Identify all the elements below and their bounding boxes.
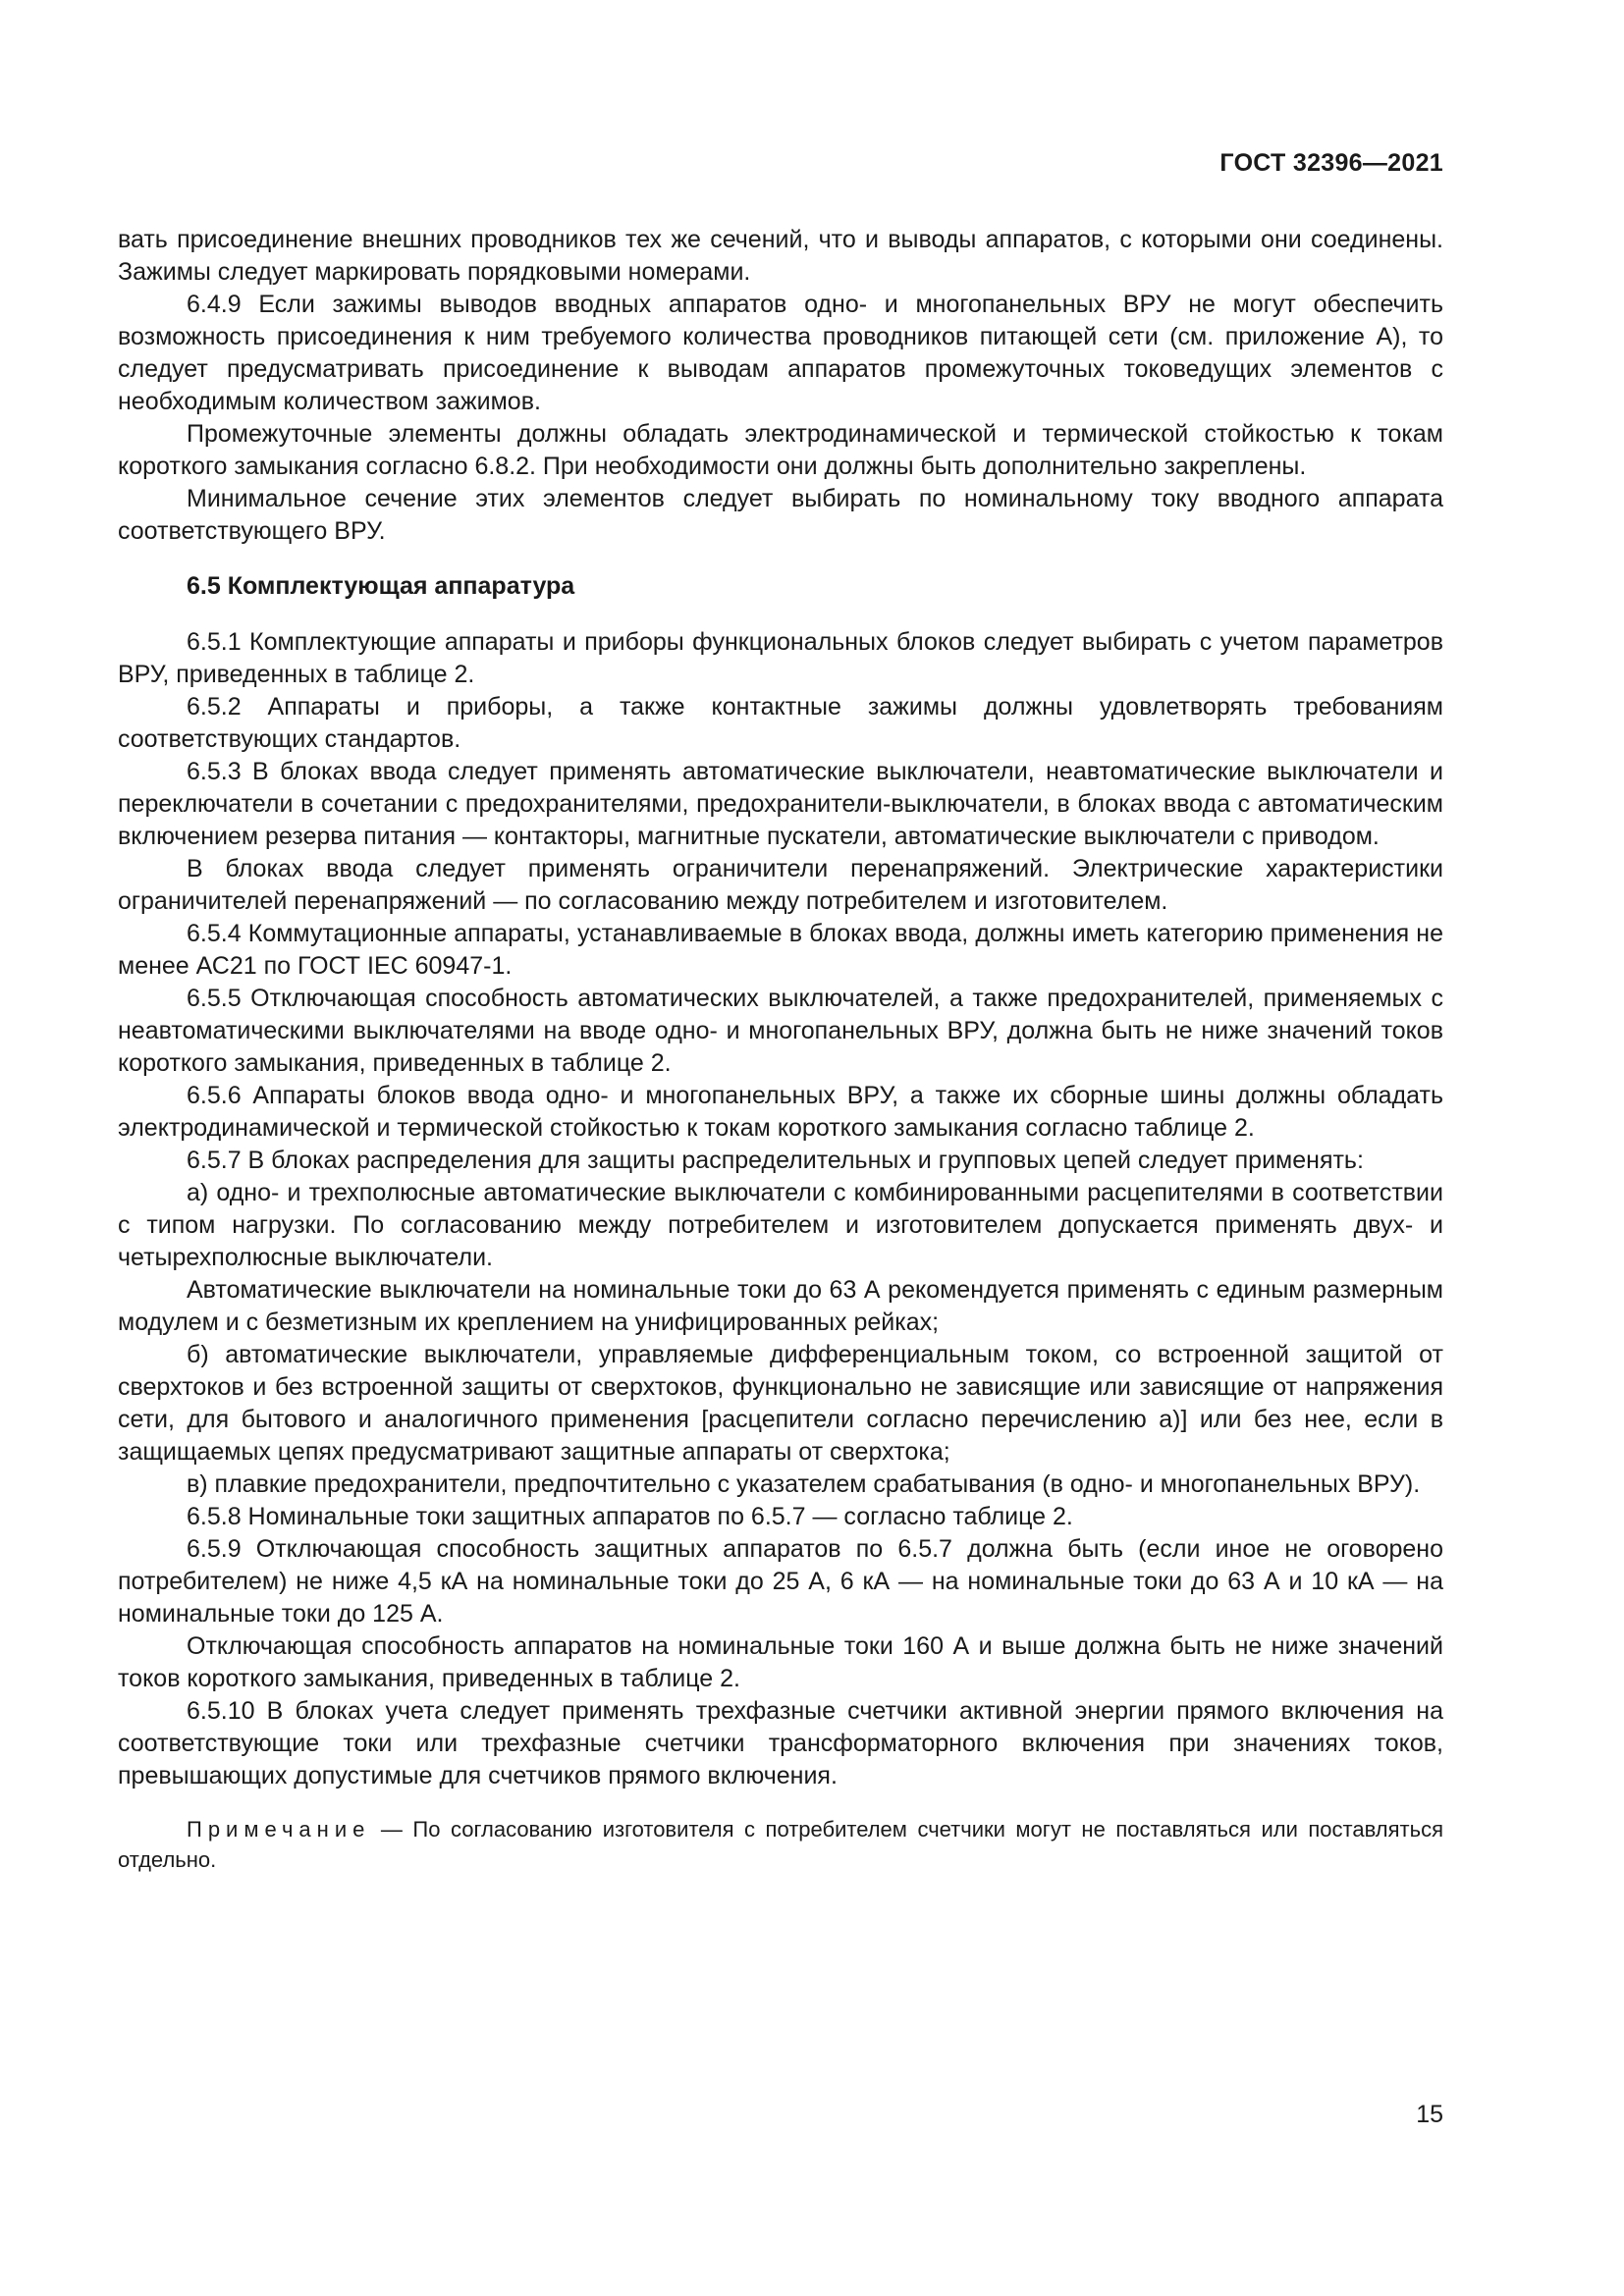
note-label: Примечание [187, 1817, 371, 1842]
paragraph-6-5-3: 6.5.3 В блоках ввода следует применять автоматические выключатели, неавтоматические выключатели и переключатели в сочетании с предохранителями, предохранители-выключатели, в блоках ввода с автоматическим включением резерва питания — контакторы, магнитные пускатели, автоматические выключатели с приводом. [118, 758, 1443, 850]
document-code: ГОСТ 32396—2021 [1219, 149, 1443, 177]
document-page [118, 0, 1443, 2296]
paragraph-6-5-2: 6.5.2 Аппараты и приборы, а также контактные зажимы должны удовлетворять требованиям соответствующих стандартов. [118, 693, 1443, 753]
paragraph-surge-limiters: В блоках ввода следует применять ограничители перенапряжений. Электрические характеристики ограничителей перенапряжений — по согласованию между потребителем и изготовителем. [118, 855, 1443, 915]
list-item-c: в) плавкие предохранители, предпочтительно с указателем срабатывания (в одно- и многопанельных ВРУ). [187, 1470, 1421, 1498]
paragraph-6-5-6: 6.5.6 Аппараты блоков ввода одно- и многопанельных ВРУ, а также их сборные шины должны обладать электродинамической и термической стойкостью к токам короткого замыкания согласно таблице 2. [118, 1082, 1443, 1142]
list-item-a: а) одно- и трехполюсные автоматические выключатели с комбинированными расцепителями в соответствии с типом нагрузки. По согласованию между потребителем и изготовителем допускается применять двух- и четырехполюсные выключатели. [118, 1179, 1443, 1271]
paragraph-6-5-5: 6.5.5 Отключающая способность автоматических выключателей, а также предохранителей, применяемых с неавтоматическими выключателями на вводе одно- и многопанельных ВРУ, должна быть не ниже значений токов короткого замыкания, приведенных в таблице 2. [118, 985, 1443, 1077]
paragraph-160a: Отключающая способность аппаратов на номинальные токи 160 А и выше должна быть не ниже значений токов короткого замыкания, приведенных в таблице 2. [118, 1632, 1443, 1692]
page-number: 15 [1416, 2101, 1443, 2128]
paragraph-6-5-10: 6.5.10 В блоках учета следует применять трехфазные счетчики активной энергии прямого включения на соответствующие токи или трехфазные счетчики трансформаторного включения при значениях токов, превышающих допустимые для счетчиков прямого включения. [118, 1697, 1443, 1789]
paragraph-6-5-7: 6.5.7 В блоках распределения для защиты распределительных и групповых цепей следует применять: [187, 1147, 1364, 1174]
paragraph-63a-breakers: Автоматические выключатели на номинальные токи до 63 А рекомендуется применять с единым размерным модулем и с безметизным их креплением на унифицированных рейках; [118, 1276, 1443, 1336]
paragraph-6-5-4: 6.5.4 Коммутационные аппараты, устанавливаемые в блоках ввода, должны иметь категорию применения не менее АС21 по ГОСТ IEC 60947-1. [118, 920, 1443, 980]
paragraph-6-5-1: 6.5.1 Комплектующие аппараты и приборы функциональных блоков следует выбирать с учетом параметров ВРУ, приведенных в таблице 2. [118, 628, 1443, 688]
list-item-b: б) автоматические выключатели, управляемые дифференциальным током, со встроенной защитой от сверхтоков и без встроенной защиты от сверхтоков, функционально не зависящие или зависящие от напряжения сети, для бытового и аналогичного применения [расцепители согласно перечислению а)] или без нее, если в защищаемых цепях предусматривают защитные аппараты от сверхтока; [118, 1341, 1443, 1466]
paragraph-6-4-9: 6.4.9 Если зажимы выводов вводных аппаратов одно- и многопанельных ВРУ не могут обеспечить возможность присоединения к ним требуемого количества проводников питающей сети (см. приложение А), то следует предусматривать присоединение к выводам аппаратов промежуточных токоведущих элементов с необходимым количеством зажимов. [118, 291, 1443, 415]
note [118, 1814, 1443, 1875]
paragraph-6-5-8: 6.5.8 Номинальные токи защитных аппаратов по 6.5.7 — согласно таблице 2. [187, 1503, 1073, 1530]
note-text: — По согласованию изготовителя с потребителем счетчики могут не поставляться или поставляться отдельно. [118, 1817, 1443, 1872]
document-body [118, 224, 1443, 1875]
paragraph-6-5-9: 6.5.9 Отключающая способность защитных аппаратов по 6.5.7 должна быть (если иное не оговорено потребителем) не ниже 4,5 кА на номинальные токи до 25 А, 6 кА — на номинальные токи до 63 А и 10 кА — на номинальные токи до 125 А. [118, 1535, 1443, 1628]
paragraph-min-section: Минимальное сечение этих элементов следует выбирать по номинальному току вводного аппарата соответствующего ВРУ. [118, 485, 1443, 545]
section-heading-6-5: 6.5 Комплектующая аппаратура [187, 572, 575, 600]
paragraph-intermediate-elements: Промежуточные элементы должны обладать электродинамической и термической стойкостью к токам короткого замыкания согласно 6.8.2. При необходимости они должны быть дополнительно закреплены. [118, 420, 1443, 480]
paragraph-continuation: вать присоединение внешних проводников тех же сечений, что и выводы аппаратов, с которыми они соединены. Зажимы следует маркировать порядковыми номерами. [118, 226, 1443, 286]
